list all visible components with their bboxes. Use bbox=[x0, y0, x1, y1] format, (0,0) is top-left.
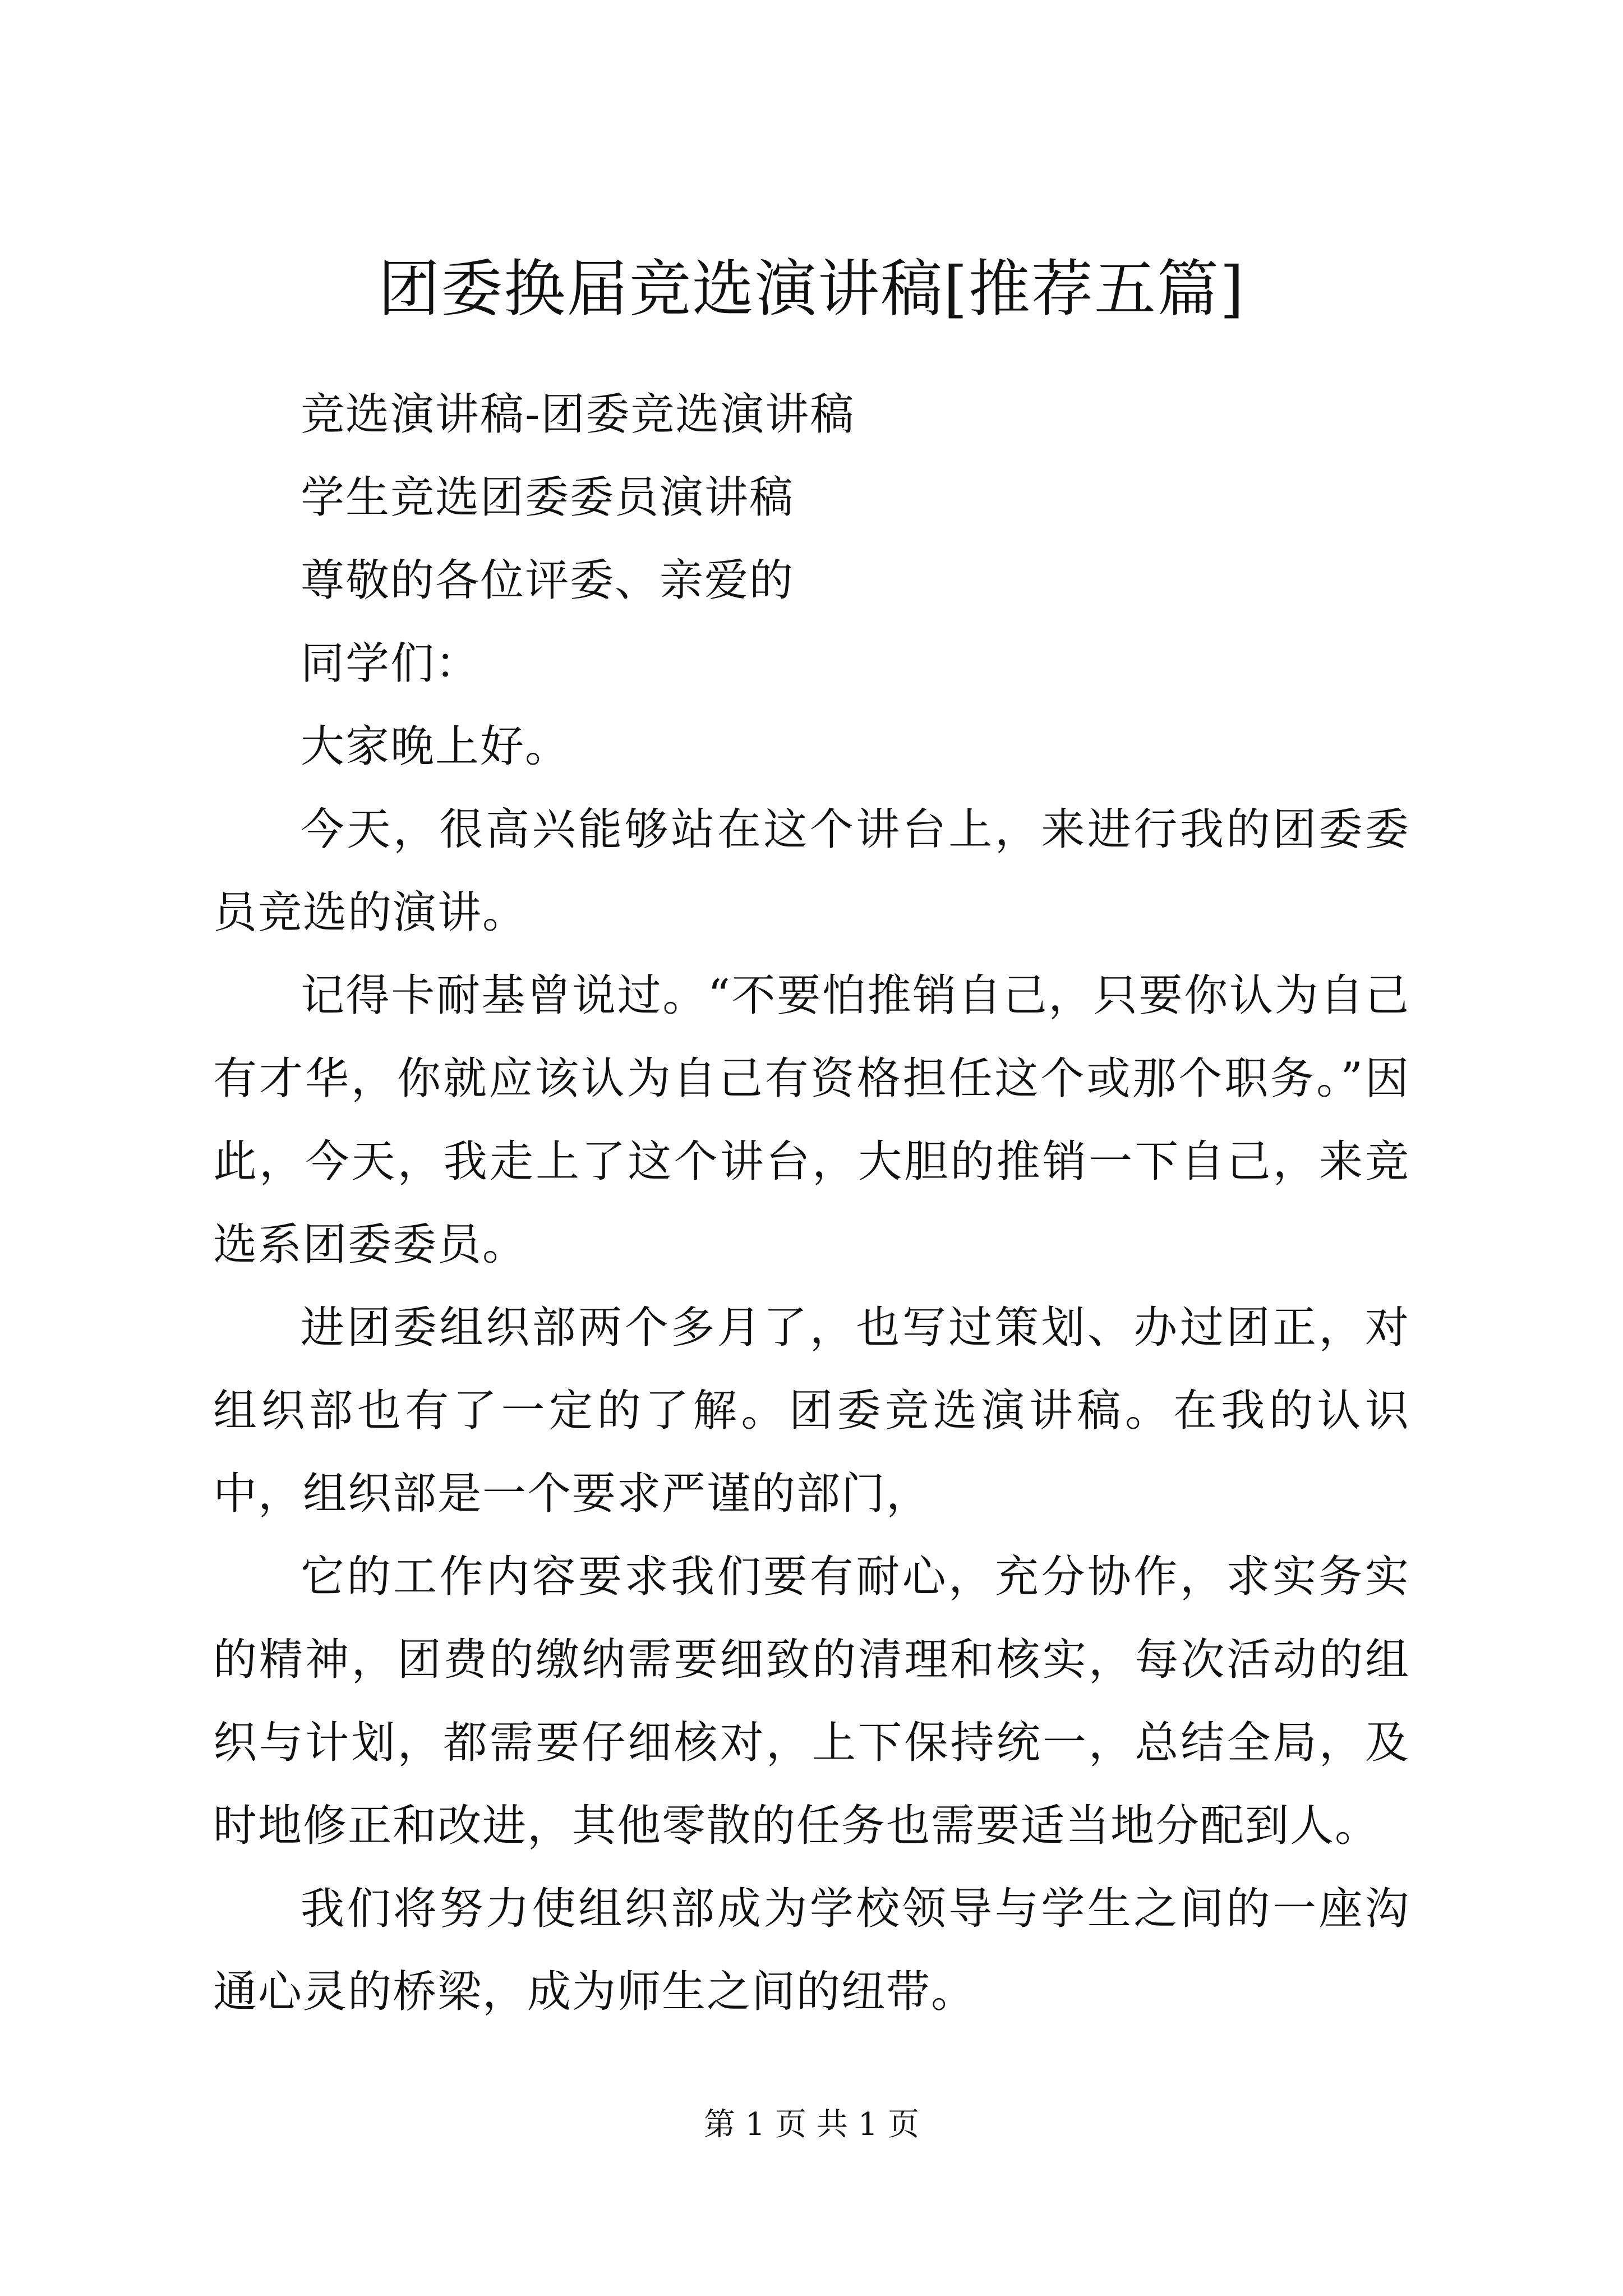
paragraph: 进团委组织部两个多月了，也写过策划、办过团正，对组织部也有了一定的了解。团委竞选演讲稿。在我的认识中，组织部是一个要求严谨的部门， bbox=[213, 1303, 1410, 1519]
paragraph: 大家晚上好。 bbox=[301, 721, 570, 772]
paragraph: 尊敬的各位评委、亲爱的 bbox=[301, 555, 795, 606]
page-number-footer: 第 1 页 共 1 页 bbox=[703, 2106, 920, 2143]
paragraph: 同学们： bbox=[301, 638, 481, 689]
paragraph: 记得卡耐基曾说过。“不要怕推销自己，只要你认为自己有才华，你就应该认为自己有资格担任这个或那个职务。”因此，今天，我走上了这个讲台，大胆的推销一下自己，来竞选系团委委员。 bbox=[213, 970, 1410, 1270]
paragraph: 竞选演讲稿-团委竞选演讲稿 bbox=[301, 389, 855, 440]
paragraph: 我们将努力使组织部成为学校领导与学生之间的一座沟通心灵的桥梁，成为师生之间的纽带。 bbox=[213, 1884, 1410, 2017]
paragraph: 今天，很高兴能够站在这个讲台上，来进行我的团委委员竞选的演讲。 bbox=[213, 804, 1410, 938]
document-body bbox=[213, 373, 1410, 2033]
paragraph: 学生竞选团委委员演讲稿 bbox=[301, 472, 795, 523]
document-title: 团委换届竞选演讲稿[推荐五篇] bbox=[378, 253, 1245, 325]
paragraph: 它的工作内容要求我们要有耐心，充分协作，求实务实的精神，团费的缴纳需要细致的清理和核实，每次活动的组织与计划，都需要仔细核对，上下保持统一，总结全局，及时地修正和改进，其他零散的任务也需要适当地分配到人。 bbox=[213, 1552, 1410, 1851]
